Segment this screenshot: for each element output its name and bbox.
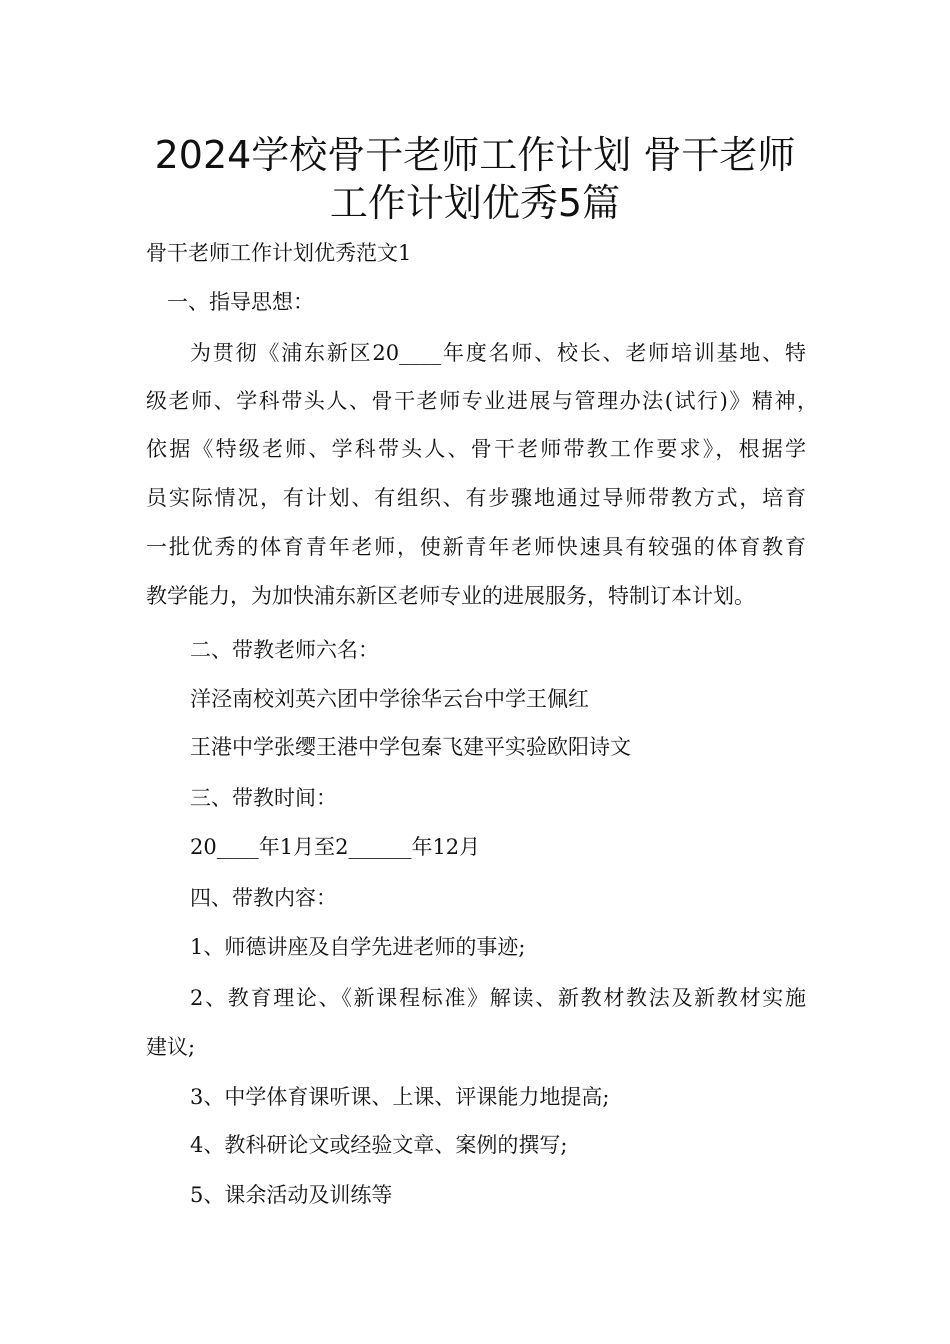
mentor-list-line: 王港中学张缨王港中学包秦飞建平实验欧阳诗文 [190, 735, 631, 759]
content-item: 5、课余活动及训练等 [190, 1183, 393, 1207]
section-subtitle: 骨干老师工作计划优秀范文1 [146, 241, 412, 265]
paragraph-line: 为贯彻《浦东新区20____年度名师、校长、老师培训基地、特 [190, 341, 806, 365]
paragraph-line: 教学能力，为加快浦东新区老师专业的进展服务，特制订本计划。 [146, 584, 755, 608]
content-item: 4、教科研论文或经验文章、案例的撰写; [190, 1133, 568, 1157]
time-range-text: 20____年1月至2______年12月 [190, 835, 481, 859]
paragraph-line: 员实际情况，有计划、有组织、有步骤地通过导师带教方式，培育 [146, 486, 806, 510]
document-title-line-2: 工作计划优秀5篇 [329, 181, 621, 225]
section-heading-time: 三、带教时间： [190, 786, 337, 810]
paragraph-line: 级老师、学科带头人、骨干老师专业进展与管理办法(试行)》精神， [146, 389, 818, 413]
content-item: 3、中学体育课听课、上课、评课能力地提高; [190, 1085, 610, 1109]
paragraph-line: 一批优秀的体育青年老师，使新青年老师快速具有较强的体育教育 [146, 535, 806, 559]
paragraph-line: 依据《特级老师、学科带头人、骨干老师带教工作要求》，根据学 [146, 437, 806, 461]
content-item: 2、教育理论、《新课程标准》解读、新教材教法及新教材实施 [190, 986, 806, 1010]
section-heading-guiding-thought: 一、指导思想： [167, 290, 314, 314]
content-item: 1、师德讲座及自学先进老师的事迹; [190, 935, 526, 959]
document-title-line-1: 2024学校骨干老师工作计划 骨干老师 [154, 133, 796, 177]
section-heading-content: 四、带教内容： [190, 886, 337, 910]
section-heading-mentors: 二、带教老师六名： [190, 638, 379, 662]
content-item-continuation: 建议; [146, 1035, 196, 1059]
mentor-list-line: 洋泾南校刘英六团中学徐华云台中学王佩红 [190, 687, 589, 711]
